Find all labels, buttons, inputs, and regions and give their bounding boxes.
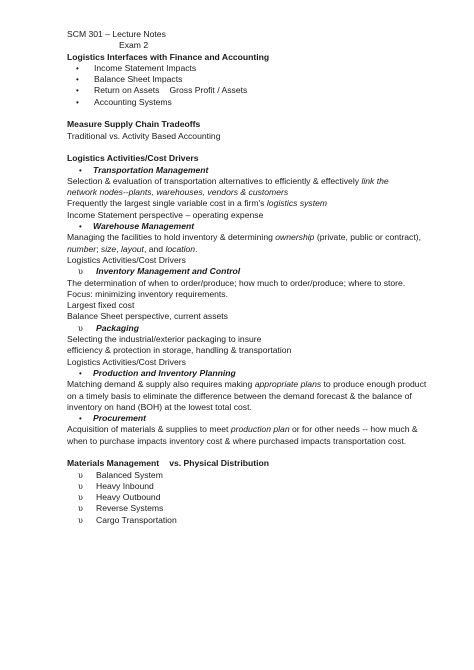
bullet-icon: • xyxy=(76,63,79,73)
subheading-inventory xyxy=(67,266,422,277)
paragraph-line: on a timely basis to eliminate the difference between the demand forecast & the balance of xyxy=(67,390,412,401)
paragraph-line: Logistics Activities/Cost Drivers xyxy=(67,254,186,265)
text-run: , xyxy=(116,243,121,254)
paragraph-line: Income Statement perspective – operating expense xyxy=(67,209,264,220)
bullet-icon: • xyxy=(79,165,82,175)
paragraph-line: Focus: minimizing inventory requirements. xyxy=(67,288,228,299)
interfaces-heading: Logistics Interfaces with Finance and Accounting xyxy=(67,51,270,62)
paragraph-line: efficiency & protection in storage, handling & transportation xyxy=(67,345,292,356)
subheading-label: Transportation Management xyxy=(93,164,209,175)
text-run-italic: number xyxy=(67,243,97,254)
list-item-label: Balance Sheet Impacts xyxy=(94,74,183,85)
list-item-label: Cargo Transportation xyxy=(96,514,177,525)
subheading-warehouse xyxy=(67,221,422,232)
upsilon-bullet-icon: υ xyxy=(78,504,83,514)
paragraph-line xyxy=(67,379,427,390)
upsilon-bullet-icon: υ xyxy=(78,470,83,480)
text-run-italic: layout xyxy=(121,243,144,254)
bullet-icon: • xyxy=(76,97,79,107)
upsilon-bullet-icon: υ xyxy=(78,323,83,333)
subheading-procurement xyxy=(67,413,422,424)
bullet-icon: • xyxy=(79,368,82,378)
text-run: . xyxy=(195,243,198,254)
list-item xyxy=(67,515,422,526)
paragraph-line: The determination of when to order/produce; how much to order/produce; where to store. xyxy=(67,277,406,288)
list-item xyxy=(67,97,422,108)
list-item xyxy=(67,470,422,481)
text-run-italic: size xyxy=(100,243,117,254)
text-run: Acquisition of materials & supplies to meet xyxy=(67,424,231,435)
upsilon-bullet-icon: υ xyxy=(78,481,83,491)
text-run: Managing the facilities to hold inventory & determining xyxy=(67,232,276,243)
lecture-notes-content xyxy=(67,29,427,526)
paragraph-line xyxy=(67,232,422,243)
subheading-packaging xyxy=(67,323,422,334)
text-run: Selection & evaluation of transportation alternatives to efficiently & effectively xyxy=(67,175,362,186)
activities-heading: Logistics Activities/Cost Drivers xyxy=(67,153,199,164)
course-title: SCM 301 – Lecture Notes xyxy=(67,29,166,39)
list-item xyxy=(67,481,422,492)
text-run-italic: appropriate plans xyxy=(254,379,322,390)
text-run-italic: production plan xyxy=(230,424,290,435)
paragraph-line xyxy=(67,244,422,255)
subheading-label: Production and Inventory Planning xyxy=(93,367,236,378)
subheading-label: Packaging xyxy=(96,322,139,333)
list-item-label: Heavy Inbound xyxy=(96,480,154,491)
text-run-italic: location xyxy=(165,243,196,254)
tradeoffs-text: Traditional vs. Activity Based Accounting xyxy=(67,130,221,141)
paragraph-line xyxy=(67,198,422,209)
paragraph-line: Selecting the industrial/exterior packaging to insure xyxy=(67,334,262,345)
paragraph-line xyxy=(67,176,422,187)
bullet-icon: • xyxy=(79,414,82,424)
paragraph-line: inventory on hand (BOH) at the lowest total cost. xyxy=(67,401,252,412)
text-run: (private, public or contract), xyxy=(314,232,421,243)
list-item xyxy=(67,492,422,503)
bullet-icon: • xyxy=(76,75,79,85)
text-run-italic: link the xyxy=(361,175,389,186)
text-run-italic: logistics system xyxy=(266,198,328,209)
bullet-icon: • xyxy=(76,86,79,96)
text-run: , and xyxy=(143,243,166,254)
list-item-label: Accounting Systems xyxy=(94,96,172,107)
subheading-transportation xyxy=(67,165,422,176)
text-run: ; xyxy=(96,243,101,254)
paragraph-line: network nodes--plants, warehouses, vendors & customers xyxy=(67,187,289,198)
list-item xyxy=(67,63,422,74)
text-run-italic: ownership xyxy=(275,232,315,243)
subheading-label: Warehouse Management xyxy=(93,221,195,232)
paragraph-line: Balance Sheet perspective, current assets xyxy=(67,311,228,322)
list-item xyxy=(67,74,422,85)
bullet-icon: • xyxy=(79,222,82,232)
materials-heading xyxy=(67,458,422,469)
upsilon-bullet-icon: υ xyxy=(78,267,83,277)
upsilon-bullet-icon: υ xyxy=(78,493,83,503)
subheading-label: Procurement xyxy=(93,413,147,424)
paragraph-line xyxy=(67,424,422,435)
paragraph-line: Largest fixed cost xyxy=(67,300,135,311)
text-run: to produce enough product xyxy=(321,379,427,390)
subheading-production xyxy=(67,368,422,379)
list-item-label: Income Statement Impacts xyxy=(94,62,197,73)
paragraph-line: when to purchase impacts inventory cost & where purchased impacts transportation cost. xyxy=(67,435,407,446)
text-run: Matching demand & supply also requires making xyxy=(67,379,255,390)
text-run: or for other needs -- how much & xyxy=(289,424,418,435)
ros-formula: Gross Profit / Assets xyxy=(169,85,248,96)
heading-part: vs. Physical Distribution xyxy=(169,458,269,469)
paragraph-line: Logistics Activities/Cost Drivers xyxy=(67,356,186,367)
list-item-label: Return on Assets xyxy=(94,85,160,96)
tradeoffs-heading: Measure Supply Chain Tradeoffs xyxy=(67,119,201,130)
list-item-label: Heavy Outbound xyxy=(96,492,161,503)
upsilon-bullet-icon: υ xyxy=(78,515,83,525)
list-item xyxy=(67,503,422,514)
list-item-label: Reverse Systems xyxy=(96,503,164,514)
subheading-label: Inventory Management and Control xyxy=(96,266,241,277)
exam-label: Exam 2 xyxy=(119,40,149,51)
heading-part: Materials Management xyxy=(67,458,160,469)
text-run: Frequently the largest single variable cost in a firm's xyxy=(67,198,267,209)
list-item-label: Balanced System xyxy=(96,469,163,480)
list-item xyxy=(67,85,422,96)
